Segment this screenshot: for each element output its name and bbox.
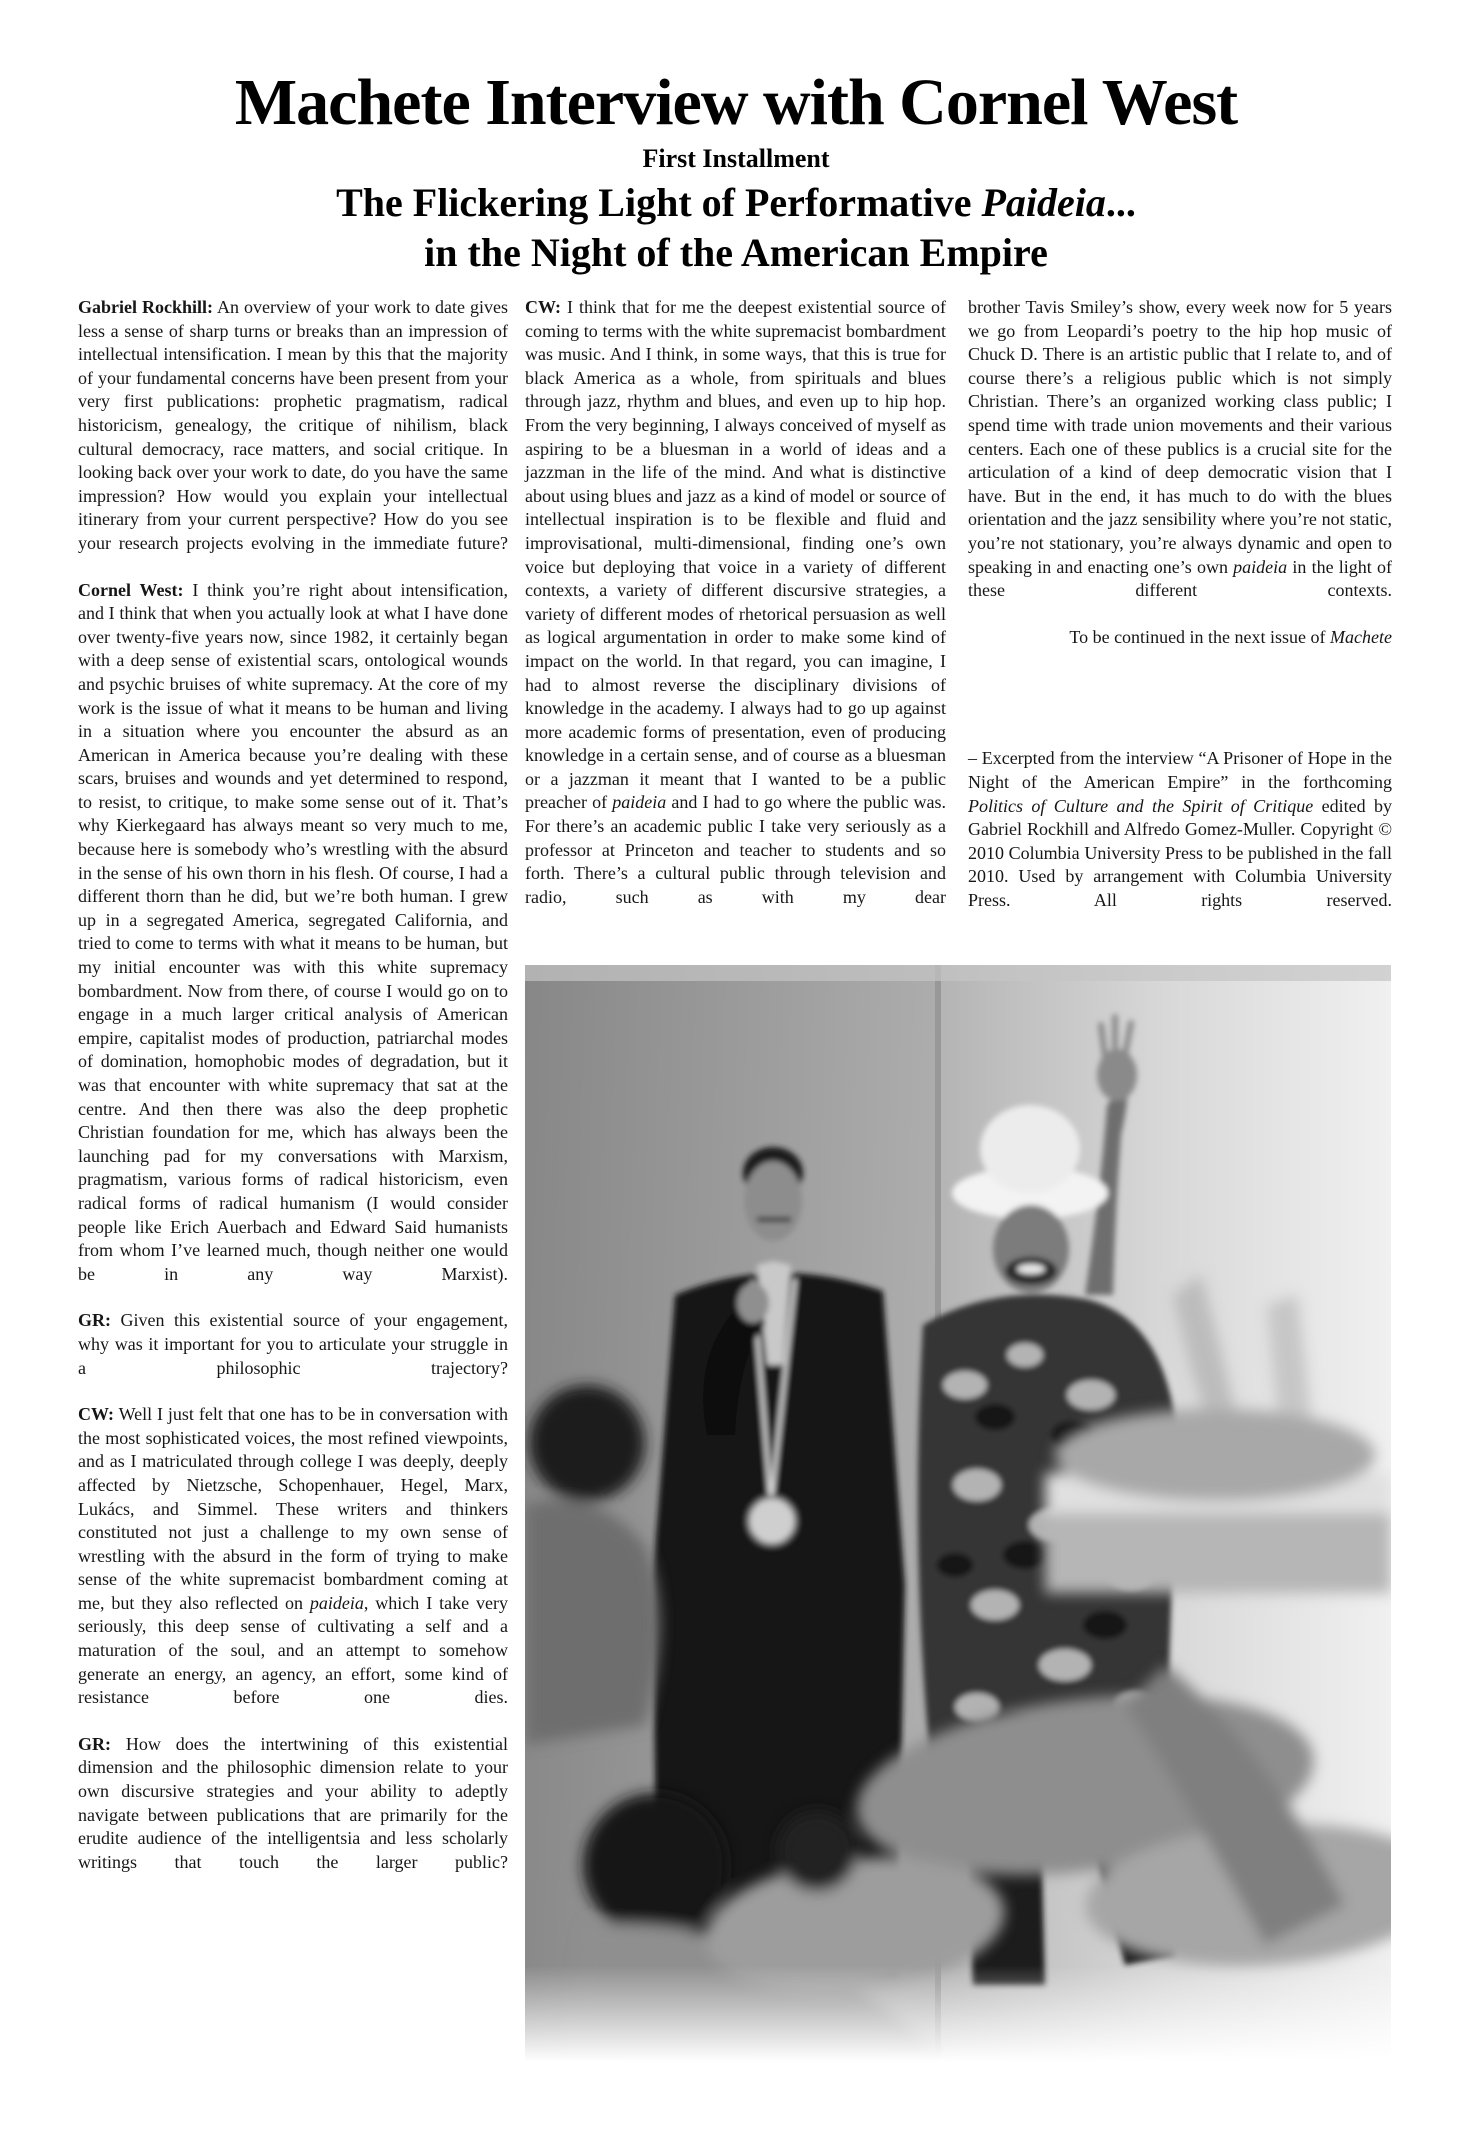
text-run: , which I take very seriously, this deep sense of cultivating a self and a maturation of the soul, and an attempt to somehow generate an energy, an agency, an effort, some kind of resistance before one dies. <box>78 1592 508 1708</box>
paragraph <box>78 1403 508 1710</box>
text-run: edited by Gabriel Rockhill and Alfredo Gomez-Muller. Copyright © 2010 Columbia University Press to be published in the fall 2010. Used by arrangement with Columbia University Press. All rights reserved. <box>968 795 1392 910</box>
text-run-b: CW: <box>525 297 561 317</box>
text-run-b: CW: <box>78 1404 114 1425</box>
text-run: How does the intertwining of this existential dimension and the philosophic dimension relate to your own discursive strategies and your ability to adeptly navigate between publications that are primarily for the erudite audience of the intelligentsia and less scholarly writings that touch the larger public? <box>78 1733 508 1872</box>
text-run-b: GR: <box>78 1733 111 1754</box>
paragraph <box>78 296 508 556</box>
column-3 <box>968 296 1392 935</box>
headline-ellipsis: ... <box>1105 179 1136 225</box>
text-run-b: GR: <box>78 1310 111 1331</box>
paragraph <box>525 296 946 909</box>
text-run: I think that for me the deepest existential source of coming to terms with the white supremacist bombardment was music. And I think, in some ways, that this is true for black America as a whole, from spirituals and blues through jazz, rhythm and blues, and even up to hip hop. From the very beginning, I always conceived of myself as aspiring to be a bluesman in a world of ideas and a jazzman in the life of the mind. And what is distinctive about using blues and jazz as a kind of model or source of intellectual inspiration is to be flexible and fluid and improvisational, multi-dimensional, finding one’s own voice but deploying that voice in a variety of different contexts, a variety of different discursive strategies, a variety of different modes of rhetorical persuasion as well as logical argumentation in order to make some kind of impact on the world. In that regard, you can imagine, I had to almost reverse the disciplinary divisions of knowledge in the academy. I always had to go up against more academic forms of presentation, even of producing knowledge in a certain sense, and of course as a bluesman or a jazzman it meant that I wanted to be a public preacher of <box>525 297 946 813</box>
photo-bottom-fade <box>525 1965 1391 2062</box>
paragraph <box>78 1309 508 1380</box>
text-run-i: paideia <box>309 1592 364 1613</box>
paragraph <box>78 579 508 1287</box>
article-headline <box>0 178 1472 278</box>
text-run: To be continued in the next issue of <box>1069 626 1331 647</box>
text-run-i: paideia <box>1233 556 1288 577</box>
text-run-i: paideia <box>612 792 667 813</box>
to-be-continued-note <box>968 626 1392 650</box>
text-run: – Excerpted from the interview “A Prisoner of Hope in the Night of the American Empire” in the forthcoming <box>968 748 1392 792</box>
excerpt-credit <box>968 747 1392 912</box>
paragraph <box>968 296 1392 603</box>
column-2 <box>525 296 946 932</box>
text-run: brother Tavis Smiley’s show, every week now for 5 years we go from Leopardi’s poetry to the hip hop music of Chuck D. There is an artistic public that I relate to, and of course there’s a religious public which is not simply Christian. There’s an organized working class public; I spend time with trade union movements and their various centers. Each one of these publics is a crucial site for the articulation of a kind of deep democratic vision that I have. But in the end, it has much to do with the blues orientation and the jazz sensibility where you’re not static, you’re not stationary, you’re always dynamic and open to speaking in and enacting one’s own <box>968 297 1392 577</box>
text-run-b: Cornel West: <box>78 579 184 600</box>
text-run-b: Gabriel Rockhill: <box>78 297 214 317</box>
text-run-i: Machete <box>1330 626 1392 647</box>
text-run: An overview of your work to date gives less a sense of sharp turns or breaks than an impression of intellectual intensification. I mean by this that the majority of your fundamental concerns have been present from your very first publications: prophetic pragmatism, radical historicism, genealogy, the critique of nihilism, black cultural democracy, race matters, and social critique. In looking back over your work to date, do you have the same impression? How would you explain your intellectual itinerary from your current perspective? How do you see your research projects evolving in the immediate future? <box>78 297 509 553</box>
text-run: I think you’re right about intensification, and I think that when you actually look at what I have done over twenty-five years now, since 1982, it certainly began with a deep sense of existential scars, ontological wounds and psychic bruises of white supremacy. At the core of my work is the issue of what it means to be human and living in a situation where you encounter the absurd as an American in America because you’re dealing with these scars, bruises and wounds and yet determined to respond, to resist, to critique, to make some sense out of it. That’s why Kierkegaard has always meant so very much to me, because here is somebody who’s wrestling with the absurd in the sense of his own thorn in his flesh. Of course, I had a different thorn than he did, but we’re both human. I grew up in a segregated America, segregated California, and tried to come to terms with what it means to be human, but my initial encounter was with this white supremacy bombardment. Now from there, of course I would go on to engage in a much larger critical analysis of American empire, capitalist modes of production, patriarchal modes of domination, homophobic modes of degradation, but it was that encounter with white supremacy that sat at the centre. And then there was also the deep prophetic Christian foundation for me, which has always been the launching pad for my conversations with Marxism, pragmatism, various forms of radical historicism, even radical forms of radical humanism (I would consider people like Erich Auerbach and Edward Said humanists from whom I’ve learned much, though neither one would be in any way Marxist). <box>78 579 508 1284</box>
paragraph <box>78 1733 508 1875</box>
interview-photo <box>525 965 1391 2062</box>
headline-text: The Flickering Light of Performative <box>336 179 982 225</box>
headline-italic-word: Paideia <box>981 179 1106 225</box>
headline-line-2: in the Night of the American Empire <box>424 229 1048 275</box>
headline-line-1 <box>0 178 1472 228</box>
text-run: Given this existential source of your engagement, why was it important for you to articulate your struggle in a philosophic trajectory? <box>78 1310 508 1378</box>
column-1 <box>78 296 508 1897</box>
installment-label: First Installment <box>642 144 830 174</box>
page-title: Machete Interview with Cornel West <box>234 66 1238 139</box>
text-run: in the light of these different contexts. <box>968 556 1392 601</box>
text-run: Well I just felt that one has to be in conversation with the most sophisticated voices, the most refined viewpoints, and as I matriculated through college I was deeply, deeply affected by Nietzsche, Schopenhauer, Hegel, Marx, Lukács, and Simmel. These writers and thinkers constituted not just a challenge to my own sense of wrestling with the absurd in the form of trying to make sense of the white supremacist bombardment coming at me, but they also reflected on <box>78 1404 508 1613</box>
text-run: and I had to go where the public was. For there’s an academic public I take very seriously as a professor at Princeton and teacher to students and so forth. There’s a cultural public through television and radio, such as with my dear <box>525 792 946 907</box>
text-run-i: Politics of Culture and the Spirit of Critique <box>968 795 1314 816</box>
article-header <box>0 68 1472 278</box>
